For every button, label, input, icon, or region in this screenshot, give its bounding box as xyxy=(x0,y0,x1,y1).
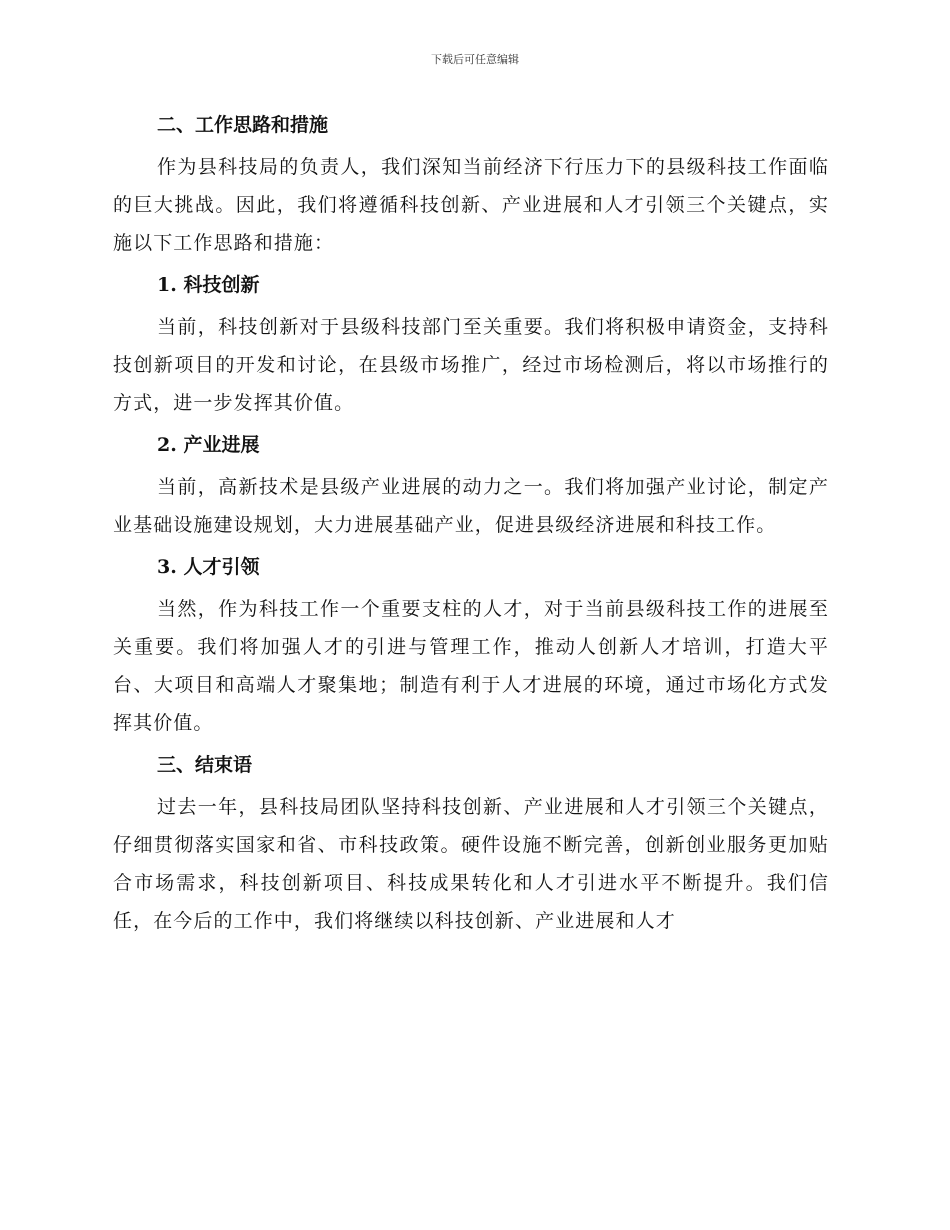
section-intro-paragraph: 作为县科技局的负责人，我们深知当前经济下行压力下的县级科技工作面临的巨大挑战。因此，我们将遵循科技创新、产业进展和人才引领三个关键点，实施以下工作思路和措施： xyxy=(113,156,829,254)
item-paragraph-talent-leadership: 当然，作为科技工作一个重要支柱的人才，对于当前县级科技工作的进展至关重要。我们将加强人才的引进与管理工作，推动人创新人才培训，打造大平台、大项目和高端人才聚集地；制造有利于人才进展的环境，通过市场化方式发挥其价值。 xyxy=(113,598,829,734)
item-heading-tech-innovation: 1. 科技创新 xyxy=(157,274,260,296)
conclusion-paragraph: 过去一年，县科技局团队坚持科技创新、产业进展和人才引领三个关键点，仔细贯彻落实国家和省、市科技政策。硬件设施不断完善，创新创业服务更加贴合市场需求，科技创新项目、科技成果转化和人才引进水平不断提升。我们信任，在今后的工作中，我们将继续以科技创新、产业进展和人才 xyxy=(113,796,829,932)
item-heading-industry-progress: 2. 产业进展 xyxy=(157,434,260,456)
item-paragraph-tech-innovation: 当前，科技创新对于县级科技部门至关重要。我们将积极申请资金，支持科技创新项目的开发和讨论，在县级市场推广，经过市场检测后，将以市场推行的方式，进一步发挥其价值。 xyxy=(113,316,829,414)
page-header: 下载后可任意编辑 xyxy=(431,53,519,66)
item-heading-talent-leadership: 3. 人才引领 xyxy=(157,556,260,578)
item-paragraph-industry-progress: 当前，高新技术是县级产业进展的动力之一。我们将加强产业讨论，制定产业基础设施建设规划，大力进展基础产业，促进县级经济进展和科技工作。 xyxy=(113,476,829,536)
document-body xyxy=(113,106,829,944)
section-heading-work-ideas: 二、工作思路和措施 xyxy=(157,114,329,136)
section-heading-conclusion: 三、结束语 xyxy=(157,754,253,776)
